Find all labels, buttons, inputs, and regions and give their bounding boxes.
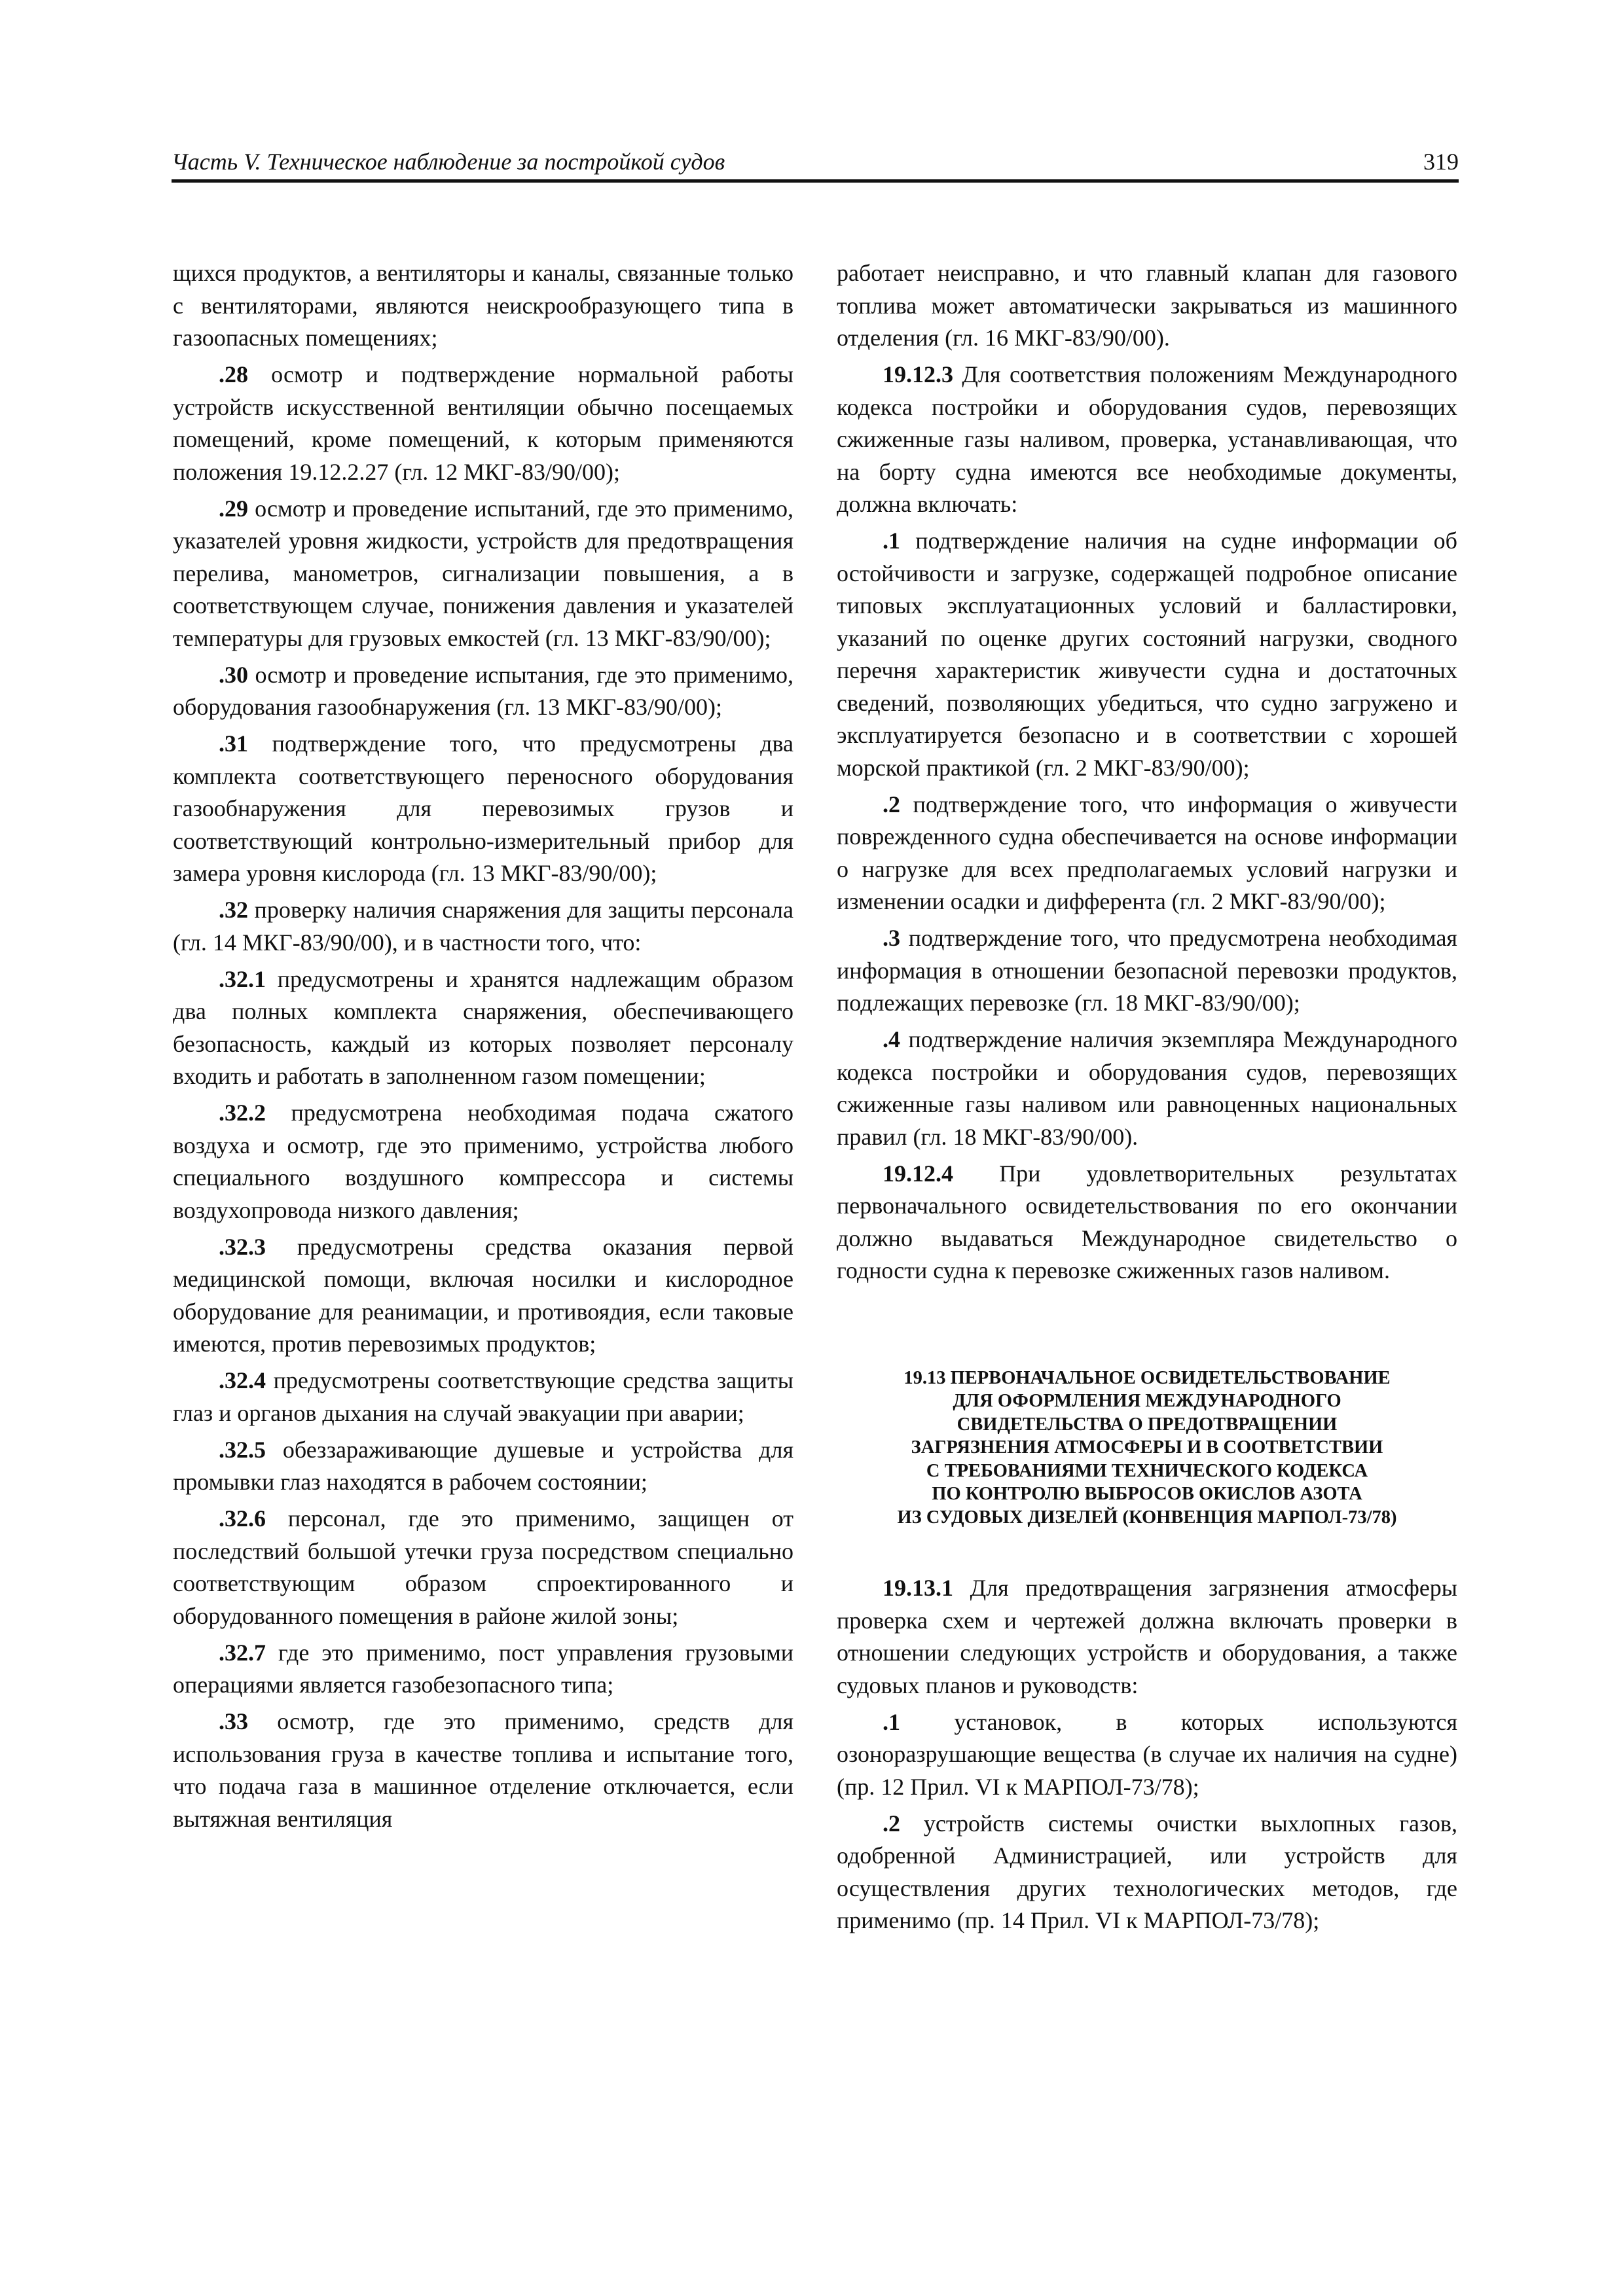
paragraph: 19.12.3 Для соответствия положениям Международного кодекса постройки и оборудования судов, перевозящих сжиженные газы наливом, проверка, устанавливающая, что на борту судна имеются все необходимые документы, должна включать: [837, 361, 1457, 517]
paragraph: .32.4 предусмотрены соответствующие средства защиты глаз и органов дыхания на случай эвакуации при аварии; [173, 1367, 793, 1426]
paragraph: .2 подтверждение того, что информация о живучести поврежденного судна обеспечивается на основе информации о нагрузке для всех предполагаемых условий нагрузки и изменении осадки и дифферента (гл. 2 МКГ-83/90/00); [837, 791, 1457, 914]
paragraph: .32.7 где это применимо, пост управления грузовыми операциями является газобезопасного типа; [173, 1639, 793, 1698]
running-title: Часть V. Техническое наблюдение за постройкой судов [172, 149, 725, 175]
paragraph: .28 осмотр и подтверждение нормальной работы устройств искусственной вентиляции обычно посещаемых помещений, кроме помещений, к которым применяются положения 19.12.2.27 (гл. 12 МКГ-83/90/00); [173, 361, 793, 485]
paragraph: .1 подтверждение наличия на судне информации об остойчивости и загрузке, содержащей подробное описание типовых эксплуатационных условий и балластировки, указаний по оценке других состояний нагрузки, сводного перечня характеристик живучести судна и достаточных сведений, позволяющих убедиться, что судно загружено и эксплуатируется безопасно и в соответствии с хорошей морской практикой (гл. 2 МКГ-83/90/00); [837, 528, 1457, 781]
page-number: 319 [1423, 149, 1459, 175]
paragraph: .3 подтверждение того, что предусмотрена необходимая информация в отношении безопасной перевозки продуктов, подлежащих перевозке (гл. 18 МКГ-83/90/00); [837, 925, 1457, 1016]
paragraph: .32.6 персонал, где это применимо, защищен от последствий большой утечки груза посредством специально соответствующим образом спроектированного и оборудованного помещения в районе жилой зоны; [173, 1505, 793, 1629]
paragraph: .32 проверку наличия снаряжения для защиты персонала (гл. 14 МКГ-83/90/00), и в частности того, что: [173, 897, 793, 956]
right-column [837, 257, 1457, 1941]
paragraph: работает неисправно, и что главный клапан для газового топлива может автоматически закрываться из машинного отделения (гл. 16 МКГ-83/90/00). [837, 260, 1457, 351]
paragraph: щихся продуктов, а вентиляторы и каналы, связанные только с вентиляторами, являются неискрообразующего типа в газоопасных помещениях; [173, 260, 793, 351]
running-header [172, 145, 1459, 183]
paragraph: .32.2 предусмотрена необходимая подача сжатого воздуха и осмотр, где это применимо, устройства любого специального воздушного компрессора и системы воздухопровода низкого давления; [173, 1100, 793, 1223]
paragraph: .29 осмотр и проведение испытаний, где это применимо, указателей уровня жидкости, устройств для предотвращения перелива, манометров, сигнализации повышения, а в соответствующем случае, понижения давления и указателей температуры для грузовых емкостей (гл. 13 МКГ-83/90/00); [173, 495, 793, 651]
paragraph: .1 установок, в которых используются озоноразрушающие вещества (в случае их наличия на судне) (пр. 12 Прил. VI к МАРПОЛ-73/78); [837, 1708, 1457, 1800]
paragraph: .31 подтверждение того, что предусмотрены два комплекта соответствующего переносного оборудования газообнаружения для перевозимых грузов и соответствующий контрольно-измерительный прибор для замера уровня кислорода (гл. 13 МКГ-83/90/00); [173, 730, 793, 886]
paragraph: .32.5 обеззараживающие душевые и устройства для промывки глаз находятся в рабочем состоянии; [173, 1436, 793, 1495]
paragraph: .2 устройств системы очистки выхлопных газов, одобренной Администрацией, или устройств для осуществления других технологических методов, где применимо (пр. 14 Прил. VI к МАРПОЛ-73/78); [837, 1810, 1457, 1933]
paragraph: 19.12.4 При удовлетворительных результатах первоначального освидетельствования по его окончании должно выдаваться Международное свидетельство о годности судна к перевозке сжиженных газов наливом. [837, 1160, 1457, 1283]
left-column [173, 257, 793, 1840]
paragraph: .4 подтверждение наличия экземпляра Международного кодекса постройки и оборудования судов, перевозящих сжиженные газы наливом или равноценных национальных правил (гл. 18 МКГ-83/90/00). [837, 1026, 1457, 1150]
section-heading: 19.13 ПЕРВОНАЧАЛЬНОЕ ОСВИДЕТЕЛЬСТВОВАНИЕ ДЛЯ ОФОРМЛЕНИЯ МЕЖДУНАРОДНОГО СВИДЕТЕЛЬСТВА О ПРЕДОТВРАЩЕНИИ ЗАГРЯЗНЕНИЯ АТМОСФЕРЫ И В СООТВЕТСТВИИ С ТРЕБОВАНИЯМИ ТЕХНИЧЕСКОГО КОДЕКСА ПО КОНТРОЛЮ ВЫБРОСОВ ОКИСЛОВ АЗОТА ИЗ СУДОВЫХ ДИЗЕЛЕЙ (КОНВЕНЦИЯ МАРПОЛ-73/78) [897, 1367, 1397, 1528]
paragraph: .30 осмотр и проведение испытания, где это применимо, оборудования газообнаружения (гл. 13 МКГ-83/90/00); [173, 661, 793, 720]
paragraph: .32.1 предусмотрены и хранятся надлежащим образом два полных комплекта снаряжения, обеспечивающего безопасность, каждый из которых позволяет персоналу входить и работать в заполненном газом помещении; [173, 965, 793, 1089]
paragraph: 19.13.1 Для предотвращения загрязнения атмосферы проверка схем и чертежей должна включать проверки в отношении следующих устройств и оборудования, а также судовых планов и руководств: [837, 1575, 1457, 1698]
paragraph: .33 осмотр, где это применимо, средств для использования груза в качестве топлива и испытание того, что подача газа в машинное отделение отключается, если вытяжная вентиляция [173, 1708, 793, 1832]
paragraph: .32.3 предусмотрены средства оказания первой медицинской помощи, включая носилки и кислородное оборудование для реанимации, и противоядия, если таковые имеются, против перевозимых продуктов; [173, 1233, 793, 1357]
